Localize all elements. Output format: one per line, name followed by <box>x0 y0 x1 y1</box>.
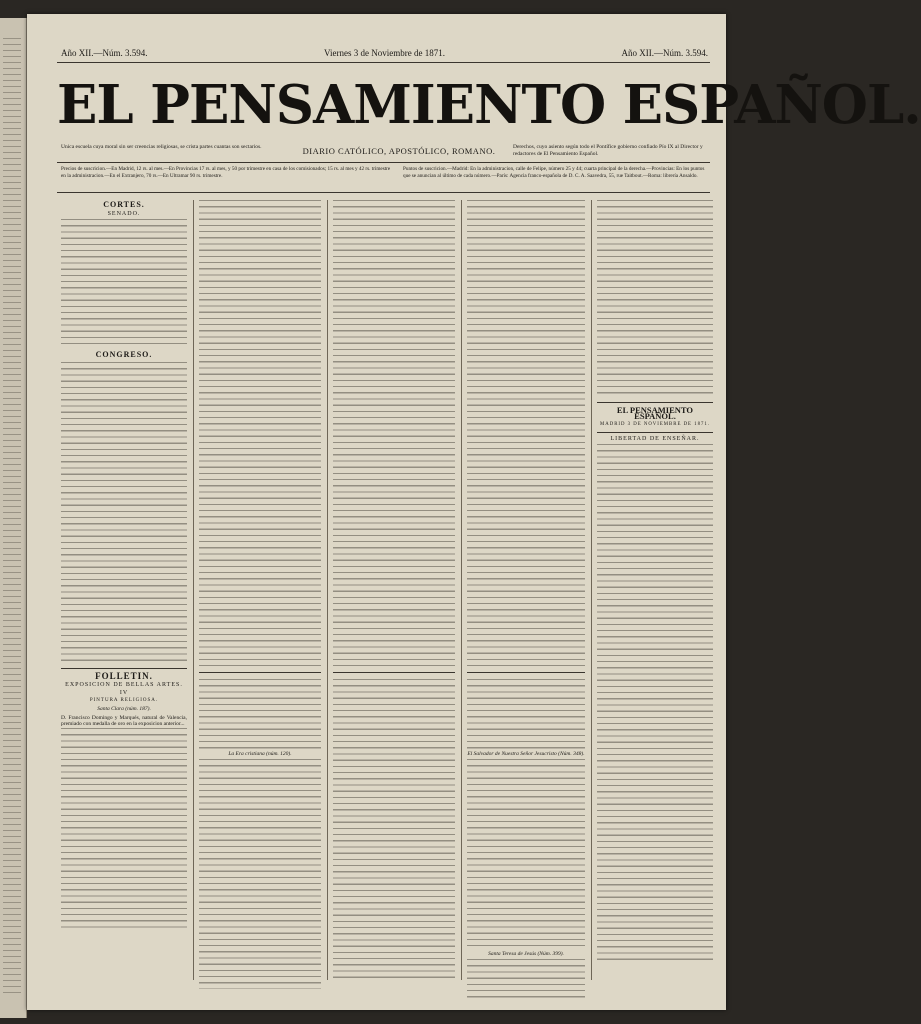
pensamiento-heading: EL PENSAMIENTO ESPAÑOL. <box>616 405 694 422</box>
pintura-heading: PINTURA RELIGIOSA. <box>89 698 159 704</box>
pensamiento-date: MADRID 3 DE NOVIEMBRE DE 1871. <box>600 422 710 428</box>
column-5 <box>597 200 713 980</box>
senado-heading: SENADO. <box>107 211 141 218</box>
issue-number-left: Año XII.—Núm. 3.594. <box>61 48 148 58</box>
folletin-heading: FOLLETIN. <box>95 670 153 681</box>
top-rule <box>57 62 710 63</box>
newspaper-page <box>27 14 921 1010</box>
santa-teresa-caption: Santa Teresa de Jesús (Núm. 399). <box>488 951 564 958</box>
congreso-heading: CONGRESO. <box>95 350 153 360</box>
salvador-caption: El Salvador de Nuestra Señor Jesucristo (Núm. 348). <box>467 751 585 757</box>
motto-left: Unica escuela cuya moral sin ser creencias religiosas, se crista partes cuantas son sectarios. <box>61 144 262 150</box>
santa-clara-caption: Santa Clara (núm. 187). <box>97 706 151 713</box>
exposicion-number: IV <box>119 690 129 697</box>
era-cristiana-caption: La Era cristiana (núm. 120). <box>228 751 292 757</box>
masthead-subtitle: DIARIO CATÓLICO, APOSTÓLICO, ROMANO. <box>302 146 496 156</box>
cortes-heading: CORTES. <box>103 200 145 209</box>
motto-right: Derechos, cuyo asiento según todo el Pontífice gobierno confiado Pío IX al Director y redactores de El Pensamiento Español. <box>513 144 703 157</box>
exposicion-heading: EXPOSICION DE BELLAS ARTES. <box>65 681 183 688</box>
folletin-first-line: D. Francisco Domingo y Marqués, natural de Valencia, premiado con medalla de oro en la exposicion anterior... <box>61 714 187 728</box>
column-3 <box>333 200 455 980</box>
subscription-points: Puntos de suscricion.—Madrid: En la administracion, calle de Felipe, número 25 y 44; cuarta principal de la derecha.—Provincias: En los puntos que se anuncian al último de cada número.—París: Agencia franco-española de D. C. A. Saavedra, 55, rue Taitbout.—Roma: librería Ansaldo. <box>403 166 705 179</box>
subscription-prices: Precios de suscricion.—En Madrid, 12 rs. al mes.—En Provincias 17 rs. al mes, y 50 por trimestre en casa de los comisionados; 15 rs. al mes y 42 rs. trimestre en la administracion.—En el Extranjero, 70 rs.—En Ultramar 90 rs. trimestre. <box>61 166 391 179</box>
left-page-edge <box>0 18 27 1018</box>
column-2 <box>199 200 321 980</box>
column-1 <box>61 200 187 980</box>
rule-under-prices <box>57 192 710 193</box>
rule-under-masthead <box>57 162 710 163</box>
issue-number-right: Año XII.—Núm. 3.594. <box>621 48 708 58</box>
column-4 <box>467 200 585 980</box>
issue-date: Viernes 3 de Noviembre de 1871. <box>324 48 445 58</box>
masthead-title: EL PENSAMIENTO ESPAÑOL. <box>57 74 921 136</box>
issue-bar <box>61 48 708 62</box>
libertad-heading: LIBERTAD DE ENSEÑAR. <box>610 435 700 442</box>
